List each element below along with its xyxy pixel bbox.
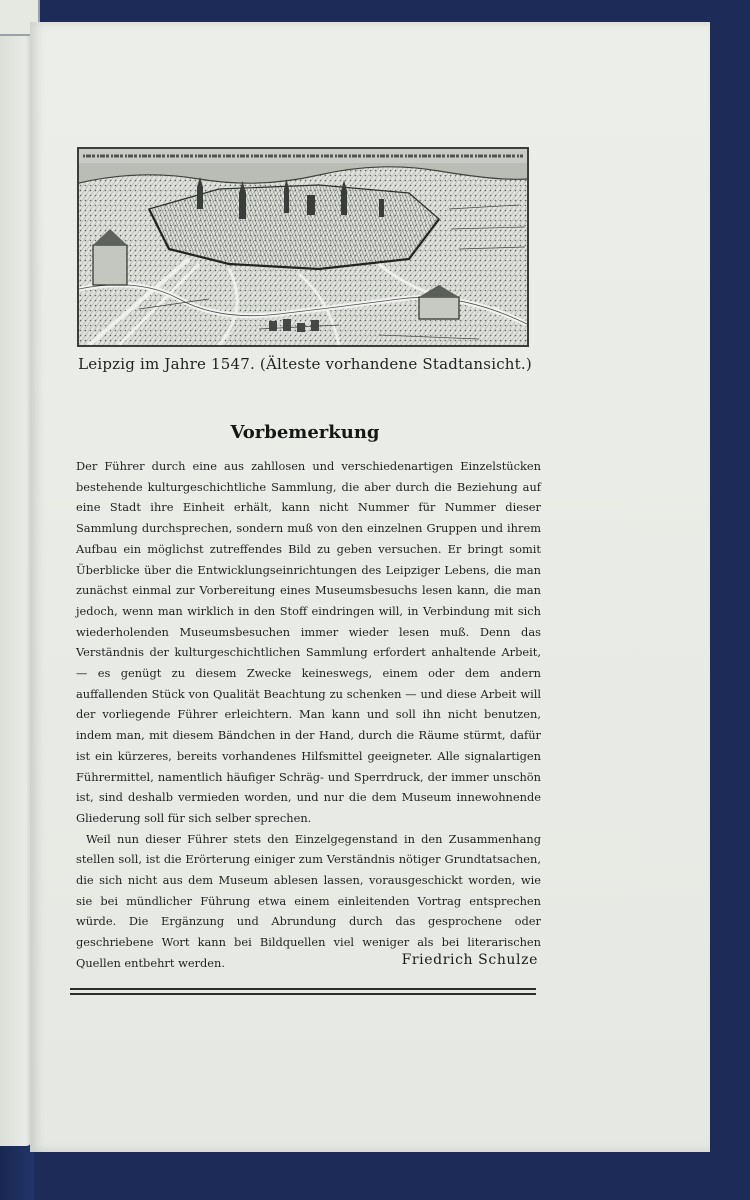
- book-page: [30, 22, 710, 1152]
- illustration-caption: Leipzig im Jahre 1547. (Älteste vorhandene Stadtansicht.): [78, 355, 532, 373]
- city-view-engraving: [77, 147, 529, 347]
- section-heading: Vorbemerkung: [230, 422, 380, 443]
- double-rule-divider: [70, 988, 536, 997]
- author-signature: Friedrich Schulze: [401, 952, 538, 968]
- paragraph-1: Der Führer durch eine aus zahllosen und verschiedenartigen Einzelstücken bestehende kulturgeschichtliche Sammlung, die aber durch die Beziehung auf eine Stadt ihre Einheit erhält, kann nicht Nummer für Nummer dieser Sammlung durchsprechen, sondern muß von den einzelnen Gruppen und ihrem Aufbau ein möglichst zutreffendes Bild zu geben versuchen. Er bringt somit Überblicke über die Entwicklungseinrichtungen des Leipziger Lebens, die man zunächst einmal zur Vorbereitung eines Museumsbesuchs lesen kann, die man jedoch, wenn man wirklich in den Stoff eindringen will, in Verbindung mit sich wiederholenden Museumsbesuchen immer wieder lesen muß. Denn das Verständnis der kulturgeschichtlichen Sammlung erfordert anhaltende Arbeit, — es genügt zu diesem Zwecke keineswegs, einem oder dem andern auffallenden Stück von Qualität Beachtung zu schenken — und diese Arbeit will der vorliegende Führer erleichtern. Man kann und soll ihn nicht benutzen, indem man, mit diesem Bändchen in der Hand, durch die Räume stürmt, dafür ist ein kürzeres, bereits vorhandenes Hilfsmittel geeigneter. Alle signalartigen Führermittel, namentlich häufiger Schräg- und Sperrdruck, der immer unschön ist, sind deshalb vermieden worden, und nur die dem Museum innewohnende Gliederung soll für sich selber sprechen.: [76, 459, 541, 825]
- paragraph-2: Weil nun dieser Führer stets den Einzelgegenstand in den Zusammenhang stellen soll, ist die Erörterung einiger zum Verständnis nötiger Grundtatsachen, die sich nicht aus dem Museum ablesen lassen, vorausgeschickt worden, wie sie bei mündlicher Führung etwa einem einleitenden Vortrag entsprechen würde. Die Ergänzung und Abrundung durch das gesprochene oder geschriebene Wort kann bei Bildquellen viel weniger als bei literarischen Quellen entbehrt werden.: [76, 831, 541, 970]
- previous-page-edge: [0, 28, 32, 1146]
- body-text: [76, 456, 541, 974]
